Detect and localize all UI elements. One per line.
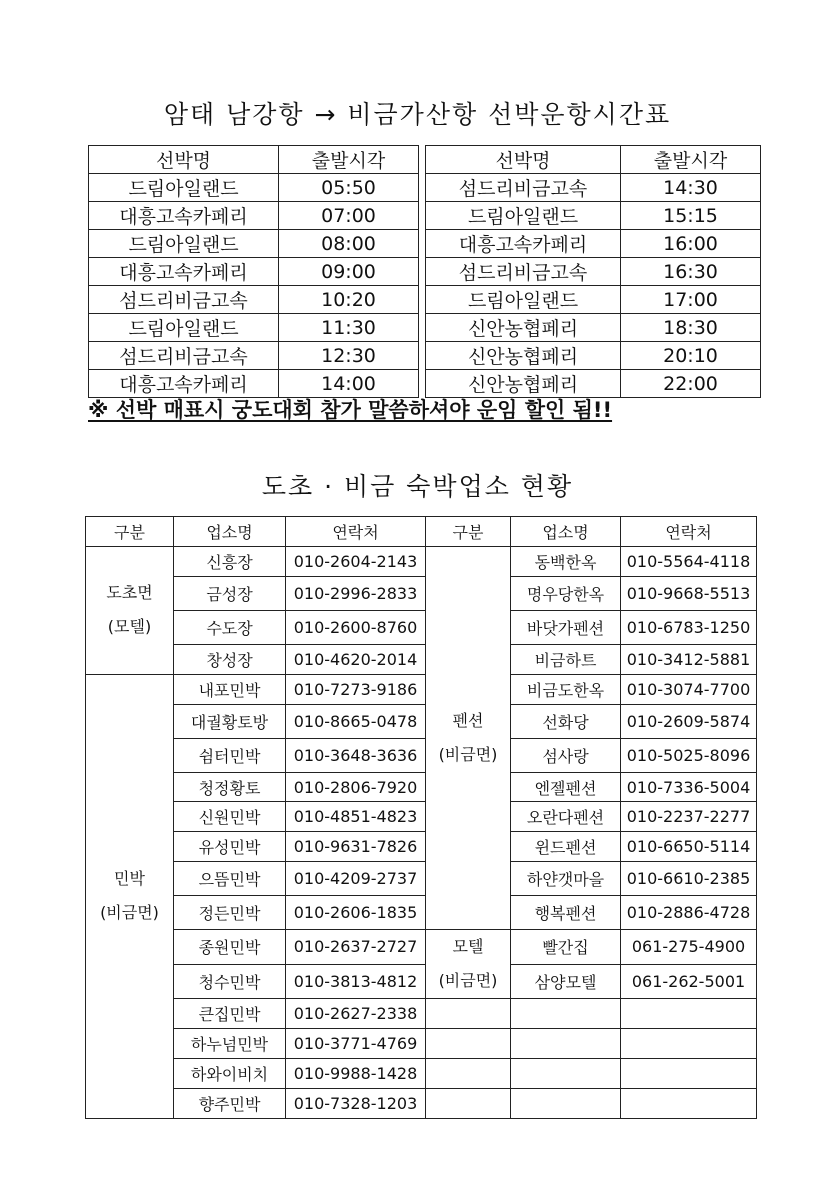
ship-name: 섬드리비금고속 bbox=[426, 174, 621, 202]
category-cell bbox=[426, 674, 511, 704]
empty-cell bbox=[511, 1088, 621, 1118]
lodging-table bbox=[85, 516, 757, 1119]
ship-name: 드림아일랜드 bbox=[89, 230, 279, 258]
lodging-name: 비금도한옥 bbox=[511, 674, 621, 704]
lodging-row bbox=[86, 1088, 757, 1118]
lodging-phone: 010-8665-0478 bbox=[286, 704, 426, 738]
empty-cell bbox=[621, 999, 757, 1029]
lodging-name: 창성장 bbox=[174, 644, 286, 674]
ferry-row bbox=[89, 342, 761, 370]
lodging-header-name-left: 업소명 bbox=[174, 517, 286, 547]
category-cell bbox=[86, 862, 174, 896]
lodging-name: 유성민박 bbox=[174, 832, 286, 862]
ferry-schedule-table bbox=[88, 145, 761, 398]
lodging-header-category-left: 구분 bbox=[86, 517, 174, 547]
empty-cell bbox=[426, 1029, 511, 1059]
empty-cell bbox=[511, 999, 621, 1029]
category-cell bbox=[86, 999, 174, 1029]
category-cell bbox=[426, 862, 511, 896]
category-cell bbox=[426, 802, 511, 832]
departure-time: 20:10 bbox=[621, 342, 761, 370]
ship-name: 대흥고속카페리 bbox=[89, 202, 279, 230]
ferry-row bbox=[89, 202, 761, 230]
empty-cell bbox=[511, 1029, 621, 1059]
lodging-row bbox=[86, 862, 757, 896]
lodging-phone: 010-2609-5874 bbox=[621, 704, 757, 738]
departure-time: 10:20 bbox=[279, 286, 419, 314]
lodging-phone: 010-2627-2338 bbox=[286, 999, 426, 1029]
category-cell bbox=[426, 576, 511, 610]
column-gap bbox=[419, 286, 426, 314]
category-cell bbox=[426, 772, 511, 802]
lodging-phone: 010-6783-1250 bbox=[621, 610, 757, 644]
lodging-phone: 010-2604-2143 bbox=[286, 546, 426, 576]
departure-time: 22:00 bbox=[621, 370, 761, 398]
ship-name: 드림아일랜드 bbox=[426, 202, 621, 230]
lodging-phone: 010-7328-1203 bbox=[286, 1088, 426, 1118]
lodging-row bbox=[86, 674, 757, 704]
lodging-phone: 010-3648-3636 bbox=[286, 738, 426, 772]
lodging-phone: 010-9988-1428 bbox=[286, 1059, 426, 1089]
category-cell bbox=[86, 546, 174, 576]
lodging-name: 금성장 bbox=[174, 576, 286, 610]
departure-time: 05:50 bbox=[279, 174, 419, 202]
category-cell bbox=[86, 772, 174, 802]
lodging-name: 바닷가펜션 bbox=[511, 610, 621, 644]
lodging-row bbox=[86, 1059, 757, 1089]
lodging-phone: 010-2237-2277 bbox=[621, 802, 757, 832]
column-gap bbox=[419, 230, 426, 258]
ship-name: 섬드리비금고속 bbox=[89, 286, 279, 314]
lodging-name: 대궐황토방 bbox=[174, 704, 286, 738]
lodging-row bbox=[86, 930, 757, 965]
category-cell bbox=[86, 576, 174, 610]
lodging-phone: 010-3412-5881 bbox=[621, 644, 757, 674]
lodging-name: 비금하트 bbox=[511, 644, 621, 674]
lodging-name: 섬사랑 bbox=[511, 738, 621, 772]
category-cell bbox=[86, 644, 174, 674]
category-cell bbox=[86, 802, 174, 832]
category-sub-label: (모텔) bbox=[107, 617, 152, 637]
ferry-header-row bbox=[89, 146, 761, 174]
lodging-phone: 061-275-4900 bbox=[621, 930, 757, 965]
lodging-header-name-right: 업소명 bbox=[511, 517, 621, 547]
empty-cell bbox=[621, 1059, 757, 1089]
ship-name: 신안농협페리 bbox=[426, 342, 621, 370]
departure-time: 09:00 bbox=[279, 258, 419, 286]
lodging-name: 향주민박 bbox=[174, 1088, 286, 1118]
lodging-phone: 010-4851-4823 bbox=[286, 802, 426, 832]
category-label: 도초면 bbox=[106, 583, 153, 603]
lodging-phone: 010-2886-4728 bbox=[621, 896, 757, 930]
category-cell bbox=[86, 896, 174, 930]
lodging-phone: 010-6650-5114 bbox=[621, 832, 757, 862]
category-cell bbox=[86, 964, 174, 999]
lodging-row bbox=[86, 802, 757, 832]
category-cell bbox=[426, 610, 511, 644]
category-label: 모텔 bbox=[452, 937, 484, 957]
lodging-name: 청수민박 bbox=[174, 964, 286, 999]
lodging-name: 수도장 bbox=[174, 610, 286, 644]
lodging-phone: 010-2996-2833 bbox=[286, 576, 426, 610]
category-cell bbox=[426, 896, 511, 930]
category-cell bbox=[426, 644, 511, 674]
lodging-name: 하누넘민박 bbox=[174, 1029, 286, 1059]
column-gap bbox=[419, 174, 426, 202]
lodging-phone: 010-3771-4769 bbox=[286, 1029, 426, 1059]
departure-time: 15:15 bbox=[621, 202, 761, 230]
ferry-row bbox=[89, 230, 761, 258]
lodging-row bbox=[86, 772, 757, 802]
lodging-name: 삼양모텔 bbox=[511, 964, 621, 999]
lodging-name: 정든민박 bbox=[174, 896, 286, 930]
lodging-name: 명우당한옥 bbox=[511, 576, 621, 610]
category-label: 펜션 bbox=[452, 711, 484, 731]
departure-time: 16:00 bbox=[621, 230, 761, 258]
ferry-row bbox=[89, 258, 761, 286]
category-cell bbox=[86, 610, 174, 644]
lodging-phone: 010-2606-1835 bbox=[286, 896, 426, 930]
departure-time: 18:30 bbox=[621, 314, 761, 342]
discount-notice: ※ 선박 매표시 궁도대회 참가 말씀하셔야 운임 할인 됨!! bbox=[88, 398, 613, 422]
ferry-row bbox=[89, 314, 761, 342]
lodging-phone: 061-262-5001 bbox=[621, 964, 757, 999]
ferry-row bbox=[89, 174, 761, 202]
lodging-row bbox=[86, 1029, 757, 1059]
empty-cell bbox=[426, 999, 511, 1029]
departure-time: 17:00 bbox=[621, 286, 761, 314]
departure-time: 07:00 bbox=[279, 202, 419, 230]
ship-name: 신안농협페리 bbox=[426, 370, 621, 398]
departure-time: 14:00 bbox=[279, 370, 419, 398]
category-sub-label: (비금면) bbox=[438, 745, 498, 765]
category-cell bbox=[86, 1088, 174, 1118]
lodging-phone: 010-7273-9186 bbox=[286, 674, 426, 704]
departure-time: 12:30 bbox=[279, 342, 419, 370]
lodging-header-row bbox=[86, 517, 757, 547]
lodging-name: 큰집민박 bbox=[174, 999, 286, 1029]
column-gap bbox=[419, 342, 426, 370]
lodging-row bbox=[86, 896, 757, 930]
ferry-header-ship-right: 선박명 bbox=[426, 146, 621, 174]
category-cell bbox=[426, 704, 511, 738]
lodging-name: 빨간집 bbox=[511, 930, 621, 965]
lodging-row bbox=[86, 576, 757, 610]
departure-time: 11:30 bbox=[279, 314, 419, 342]
category-cell bbox=[426, 832, 511, 862]
category-cell bbox=[86, 738, 174, 772]
ferry-header-ship-left: 선박명 bbox=[89, 146, 279, 174]
lodging-phone: 010-3074-7700 bbox=[621, 674, 757, 704]
category-cell bbox=[426, 930, 511, 965]
column-gap bbox=[419, 258, 426, 286]
ship-name: 드림아일랜드 bbox=[89, 174, 279, 202]
category-cell bbox=[86, 704, 174, 738]
empty-cell bbox=[621, 1088, 757, 1118]
lodging-phone: 010-7336-5004 bbox=[621, 772, 757, 802]
lodging-header-contact-right: 연락처 bbox=[621, 517, 757, 547]
lodging-name: 쉼터민박 bbox=[174, 738, 286, 772]
lodging-row bbox=[86, 738, 757, 772]
column-gap bbox=[419, 146, 426, 174]
column-gap bbox=[419, 314, 426, 342]
lodging-name: 으뜸민박 bbox=[174, 862, 286, 896]
lodging-name: 동백한옥 bbox=[511, 546, 621, 576]
category-cell bbox=[86, 930, 174, 965]
ship-name: 드림아일랜드 bbox=[426, 286, 621, 314]
departure-time: 14:30 bbox=[621, 174, 761, 202]
lodging-phone: 010-4620-2014 bbox=[286, 644, 426, 674]
category-cell bbox=[86, 1029, 174, 1059]
lodging-row bbox=[86, 832, 757, 862]
lodging-name: 종원민박 bbox=[174, 930, 286, 965]
lodging-name: 선화당 bbox=[511, 704, 621, 738]
lodging-name: 행복펜션 bbox=[511, 896, 621, 930]
lodging-row bbox=[86, 644, 757, 674]
lodging-name: 오란다펜션 bbox=[511, 802, 621, 832]
lodging-phone: 010-3813-4812 bbox=[286, 964, 426, 999]
lodging-phone: 010-2600-8760 bbox=[286, 610, 426, 644]
lodging-row bbox=[86, 546, 757, 576]
ferry-title: 암태 남강항 → 비금가산항 선박운항시간표 bbox=[163, 100, 672, 129]
empty-cell bbox=[426, 1059, 511, 1089]
lodging-phone: 010-4209-2737 bbox=[286, 862, 426, 896]
lodging-name: 윈드펜션 bbox=[511, 832, 621, 862]
category-sub-label: (비금면) bbox=[100, 902, 159, 922]
ship-name: 드림아일랜드 bbox=[89, 314, 279, 342]
ship-name: 대흥고속카페리 bbox=[89, 370, 279, 398]
lodging-phone: 010-9631-7826 bbox=[286, 832, 426, 862]
lodging-row bbox=[86, 964, 757, 999]
lodging-name: 하와이비치 bbox=[174, 1059, 286, 1089]
category-label: 민박 bbox=[114, 868, 145, 888]
lodging-phone: 010-5025-8096 bbox=[621, 738, 757, 772]
category-cell bbox=[426, 546, 511, 576]
empty-cell bbox=[621, 1029, 757, 1059]
lodging-title: 도초 · 비금 숙박업소 현황 bbox=[261, 472, 574, 501]
category-cell bbox=[426, 738, 511, 772]
ferry-header-time-left: 출발시각 bbox=[279, 146, 419, 174]
lodging-name: 청정황토 bbox=[174, 772, 286, 802]
departure-time: 16:30 bbox=[621, 258, 761, 286]
ship-name: 대흥고속카페리 bbox=[89, 258, 279, 286]
ferry-header-time-right: 출발시각 bbox=[621, 146, 761, 174]
lodging-header-category-right: 구분 bbox=[426, 517, 511, 547]
ship-name: 섬드리비금고속 bbox=[89, 342, 279, 370]
lodging-name: 신흥장 bbox=[174, 546, 286, 576]
lodging-name: 엔젤펜션 bbox=[511, 772, 621, 802]
lodging-row bbox=[86, 610, 757, 644]
departure-time: 08:00 bbox=[279, 230, 419, 258]
ship-name: 섬드리비금고속 bbox=[426, 258, 621, 286]
lodging-phone: 010-5564-4118 bbox=[621, 546, 757, 576]
category-sub-label: (비금면) bbox=[438, 971, 498, 991]
category-cell bbox=[86, 674, 174, 704]
lodging-name: 내포민박 bbox=[174, 674, 286, 704]
category-cell bbox=[426, 964, 511, 999]
lodging-name: 신원민박 bbox=[174, 802, 286, 832]
ship-name: 대흥고속카페리 bbox=[426, 230, 621, 258]
category-cell bbox=[86, 1059, 174, 1089]
empty-cell bbox=[511, 1059, 621, 1089]
ship-name: 신안농협페리 bbox=[426, 314, 621, 342]
category-cell bbox=[86, 832, 174, 862]
lodging-phone: 010-6610-2385 bbox=[621, 862, 757, 896]
column-gap bbox=[419, 202, 426, 230]
lodging-header-contact-left: 연락처 bbox=[286, 517, 426, 547]
lodging-row bbox=[86, 999, 757, 1029]
lodging-phone: 010-2806-7920 bbox=[286, 772, 426, 802]
lodging-phone: 010-2637-2727 bbox=[286, 930, 426, 965]
ferry-row bbox=[89, 286, 761, 314]
empty-cell bbox=[426, 1088, 511, 1118]
lodging-name: 하얀갯마을 bbox=[511, 862, 621, 896]
lodging-phone: 010-9668-5513 bbox=[621, 576, 757, 610]
lodging-row bbox=[86, 704, 757, 738]
